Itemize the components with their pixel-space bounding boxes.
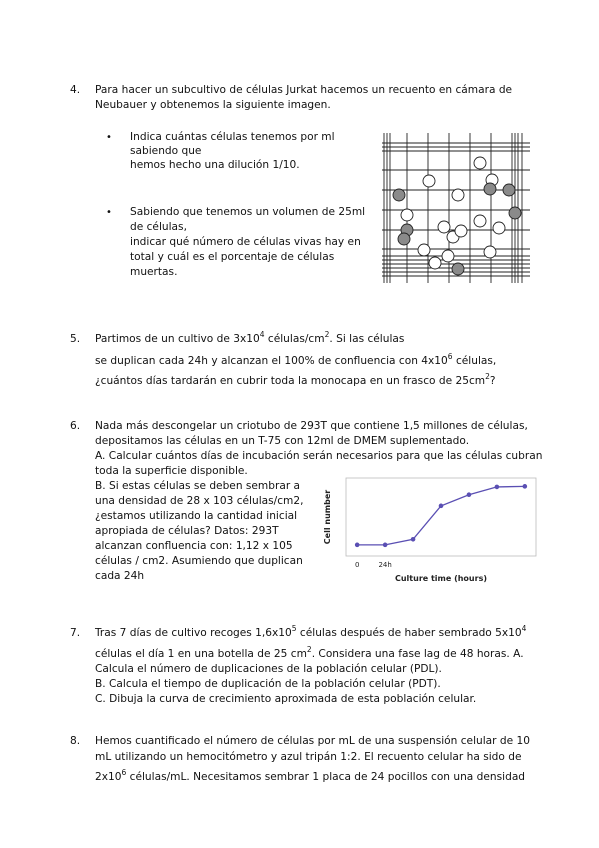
q6-b-line4: apropiada de células? Datos: 293T <box>95 525 279 537</box>
q6-number: 6. <box>70 420 81 432</box>
data-point <box>439 504 444 509</box>
q5-line1 <box>95 330 405 346</box>
q7-number: 7. <box>70 627 81 639</box>
q6-b-line2: una densidad de 28 x 103 células/cm2, <box>95 495 304 507</box>
q7-line3: Calcula el número de duplicaciones de la población celular (PDL). <box>95 663 442 675</box>
q5-line3 <box>95 372 496 388</box>
q7-line2-sup: 2 <box>306 645 312 654</box>
q8-line2: mL utilizando un hemocitómetro y azul tripán 1:2. El recuento celular ha sido de <box>95 751 522 763</box>
q6-b-line3: ¿estamos utilizando la cantidad inicial <box>95 510 298 522</box>
q4-bullet1-line2: sabiendo que <box>130 145 202 157</box>
data-point <box>411 537 416 542</box>
q8-line1: Hemos cuantificado el número de células por mL de una suspensión celular de 10 <box>95 735 530 747</box>
data-point <box>495 485 500 490</box>
q8-line3 <box>95 768 526 784</box>
q5-line1-sup2: 2 <box>324 330 330 339</box>
q5-line1-sup: 4 <box>259 330 265 339</box>
q6-b-line6: células / cm2. Asumiendo que duplican <box>95 555 303 567</box>
q6-line3: A. Calcular cuántos días de incubación serán necesarios para que las células cubran <box>95 450 543 462</box>
q4-line1: Para hacer un subcultivo de células Jurkat hacemos un recuento en cámara de <box>95 84 513 96</box>
q6-b-line7: cada 24h <box>95 570 145 582</box>
growth-curve-chart <box>318 470 543 585</box>
bullet-dot: • <box>106 132 112 143</box>
q5-line2-b: células, <box>452 355 497 367</box>
q5-line2-sup: 6 <box>447 352 453 361</box>
q6-b-line5: alcanzan confluencia con: 1,12 x 105 <box>95 540 293 552</box>
q7-line2-b: . Considera una fase lag de 48 horas. A. <box>311 648 524 660</box>
q4-bullet1-line3: hemos hecho una dilución 1/10. <box>130 159 300 171</box>
q8-number: 8. <box>70 735 81 747</box>
y-axis-label: Cell number <box>323 489 332 545</box>
growth-series-line <box>357 486 525 544</box>
q4-bullet2-line2: de células, <box>130 221 187 233</box>
q8-line3-a: 2x10 <box>95 771 122 783</box>
q5-line2 <box>95 352 497 368</box>
q7-line1-a: Tras 7 días de cultivo recoges 1,6x10 <box>95 627 292 639</box>
q8-line3-sup: 6 <box>121 768 127 777</box>
data-point <box>383 543 388 548</box>
q5-line1-c: . Si las células <box>329 333 405 345</box>
q6-line4: toda la superficie disponible. <box>95 465 248 477</box>
q5-line1-a: Partimos de un cultivo de 3x10 <box>95 333 260 345</box>
bullet-dot: • <box>106 207 112 218</box>
q4-bullet2-line1: Sabiendo que tenemos un volumen de 25ml <box>130 206 366 218</box>
neubauer-chamber-image <box>382 133 530 283</box>
q5-line3-a: ¿cuántos días tardarán en cubrir toda la monocapa en un frasco de 25cm <box>95 375 486 387</box>
x-tick-label: 24h <box>378 561 392 569</box>
q7-line1-sup: 5 <box>291 624 297 633</box>
q4-bullet2-line5: muertas. <box>130 266 178 278</box>
q7-line2 <box>95 645 524 661</box>
q7-line5: C. Dibuja la curva de crecimiento aproximada de esta población celular. <box>95 693 477 705</box>
q5-line2-a: se duplican cada 24h y alcanzan el 100% de confluencia con 4x10 <box>95 355 448 367</box>
q4-bullet2-line4: total y cuál es el porcentaje de células <box>130 251 335 263</box>
q7-line1-sup2: 4 <box>521 624 527 633</box>
q7-line2-a: células el día 1 en una botella de 25 cm <box>95 648 307 660</box>
q7-line1 <box>95 624 527 640</box>
q6-line1: Nada más descongelar un criotubo de 293T que contiene 1,5 millones de células, <box>95 420 528 432</box>
q5-line3-sup: 2 <box>485 372 490 381</box>
q4-bullet1-line1: Indica cuántas células tenemos por ml <box>130 131 335 143</box>
q5-line3-b: ? <box>489 375 496 387</box>
q4-number: 4. <box>70 84 81 96</box>
q6-line2: depositamos las células en un T-75 con 12ml de DMEM suplementado. <box>95 435 470 447</box>
q6-b-line1: B. Si estas células se deben sembrar a <box>95 480 301 492</box>
q7-line1-b: células después de haber sembrado 5x10 <box>296 627 522 639</box>
q4-bullet2-line3: indicar qué número de células vivas hay en <box>130 236 361 248</box>
data-point <box>467 492 472 497</box>
x-axis-label: Culture time (hours) <box>394 574 488 583</box>
data-point <box>355 543 360 548</box>
q5-number: 5. <box>70 333 81 345</box>
data-point <box>523 484 528 489</box>
x-tick-label: 0 <box>354 561 360 569</box>
q8-line3-b: células/mL. Necesitamos sembrar 1 placa de 24 pocillos con una densidad <box>126 771 526 783</box>
q4-line2: Neubauer y obtenemos la siguiente imagen. <box>95 99 331 111</box>
q7-line4: B. Calcula el tiempo de duplicación de la población celular (PDT). <box>95 678 441 690</box>
q5-line1-b: células/cm <box>264 333 325 345</box>
